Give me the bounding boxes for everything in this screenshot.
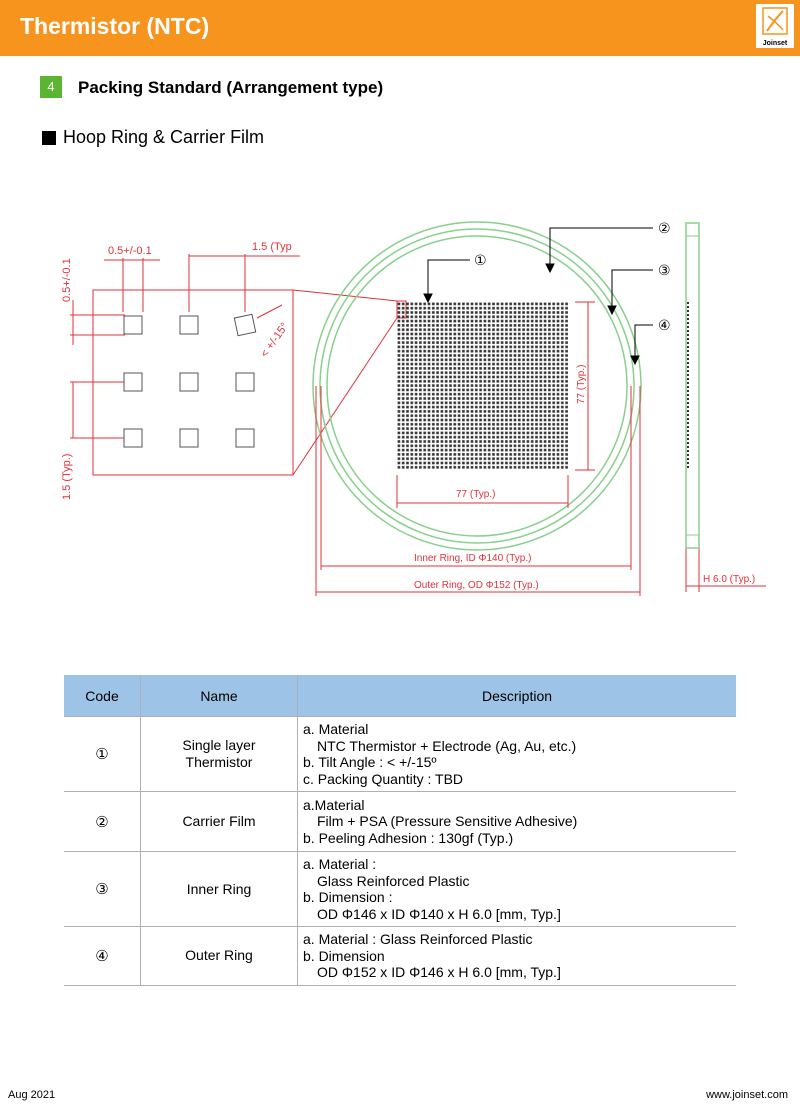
logo-text: Joinset bbox=[762, 40, 788, 47]
row-description bbox=[298, 717, 737, 792]
name-line: Inner Ring bbox=[186, 880, 252, 897]
chip-tilted bbox=[234, 314, 255, 335]
row-code: ① bbox=[64, 717, 141, 792]
section-title: Packing Standard (Arrangement type) bbox=[78, 78, 384, 97]
chip bbox=[236, 429, 254, 447]
name-line: Carrier Film bbox=[182, 813, 256, 829]
dim-typ-top-label: 1.5 (Typ bbox=[252, 241, 292, 253]
header-description: Description bbox=[298, 675, 737, 717]
square-bullet-icon bbox=[42, 131, 56, 145]
table-row bbox=[64, 717, 736, 792]
desc-line: a.Material bbox=[303, 796, 365, 813]
table-row bbox=[64, 852, 736, 927]
desc-line: a. Material bbox=[303, 721, 369, 737]
dim-vertical-top-label: 0.5+/-0.1 bbox=[61, 258, 73, 302]
callout-4: ④ bbox=[658, 318, 671, 334]
callout-2: ② bbox=[658, 221, 671, 237]
footer-website[interactable]: www.joinset.com bbox=[706, 1089, 788, 1101]
row-name bbox=[141, 852, 298, 927]
page-title: Thermistor (NTC) bbox=[20, 13, 210, 39]
row-code: ② bbox=[64, 792, 141, 852]
subsection-title: Hoop Ring & Carrier Film bbox=[63, 127, 265, 147]
inner-ring-label: Inner Ring, ID Φ140 (Typ.) bbox=[414, 553, 532, 564]
chip bbox=[236, 373, 254, 391]
table-header-row bbox=[64, 675, 736, 717]
name-line: Thermistor bbox=[185, 754, 253, 770]
desc-line: c. Packing Quantity : TBD bbox=[303, 770, 464, 787]
joinset-logo bbox=[756, 4, 794, 48]
height-label: H 6.0 (Typ.) bbox=[703, 574, 756, 585]
desc-line: Glass Reinforced Plastic bbox=[317, 872, 470, 889]
name-line: Single layer bbox=[182, 737, 256, 753]
dim-pitch-top-label: 0.5+/-0.1 bbox=[108, 245, 152, 257]
side-view bbox=[686, 223, 699, 548]
page-header bbox=[0, 0, 800, 56]
chip bbox=[180, 373, 198, 391]
row-description bbox=[298, 927, 737, 986]
dim-tilt-label: < +/-15° bbox=[258, 320, 291, 360]
row-description bbox=[298, 792, 737, 852]
chip bbox=[124, 429, 142, 447]
row-name bbox=[141, 927, 298, 986]
desc-line: b. Dimension bbox=[303, 947, 385, 964]
row-name bbox=[141, 792, 298, 852]
dim-tilt-line bbox=[257, 305, 282, 318]
row-name bbox=[141, 717, 298, 792]
footer-date: Aug 2021 bbox=[8, 1089, 56, 1101]
dim-vertical-left-label: 1.5 (Typ.) bbox=[61, 453, 73, 500]
desc-line: OD Φ146 x ID Φ140 x H 6.0 [mm, Typ.] bbox=[317, 905, 561, 922]
desc-line: OD Φ152 x ID Φ146 x H 6.0 [mm, Typ.] bbox=[317, 964, 561, 980]
chip bbox=[124, 373, 142, 391]
header-code: Code bbox=[64, 675, 141, 717]
table-row bbox=[64, 792, 736, 852]
row-description bbox=[298, 852, 737, 927]
dim-77-horizontal-label: 77 (Typ.) bbox=[456, 489, 496, 500]
chip bbox=[180, 316, 198, 334]
row-code: ④ bbox=[64, 927, 141, 986]
dim-77-vertical-label: 77 (Typ.) bbox=[576, 364, 587, 404]
desc-line: a. Material : Glass Reinforced Plastic bbox=[303, 931, 533, 947]
desc-line: NTC Thermistor + Electrode (Ag, Au, etc.) bbox=[317, 737, 577, 754]
desc-line: b. Dimension : bbox=[303, 889, 393, 905]
name-line: Outer Ring bbox=[185, 947, 253, 964]
thermistor-array bbox=[397, 302, 568, 470]
zoom-leader-bottom bbox=[293, 318, 397, 475]
header-name: Name bbox=[141, 675, 298, 717]
chip bbox=[180, 429, 198, 447]
table-row bbox=[64, 927, 736, 986]
outer-ring-label: Outer Ring, OD Φ152 (Typ.) bbox=[414, 580, 539, 591]
chip bbox=[124, 316, 142, 334]
zoom-leader-top bbox=[293, 290, 397, 301]
row-code: ③ bbox=[64, 852, 141, 927]
desc-line: a. Material : bbox=[303, 856, 377, 872]
desc-line: b. Peeling Adhesion : 130gf (Typ.) bbox=[303, 829, 514, 846]
zoom-chips bbox=[124, 314, 256, 447]
logo-mark-icon bbox=[756, 4, 794, 40]
packing-diagram bbox=[0, 200, 800, 610]
callout-1: ① bbox=[474, 253, 487, 269]
components-table bbox=[64, 675, 736, 986]
callout-3: ③ bbox=[658, 263, 671, 279]
desc-line: Film + PSA (Pressure Sensitive Adhesive) bbox=[317, 813, 578, 830]
section-number-badge: 4 bbox=[40, 76, 62, 98]
desc-line: b. Tilt Angle : < +/-15º bbox=[303, 754, 437, 770]
